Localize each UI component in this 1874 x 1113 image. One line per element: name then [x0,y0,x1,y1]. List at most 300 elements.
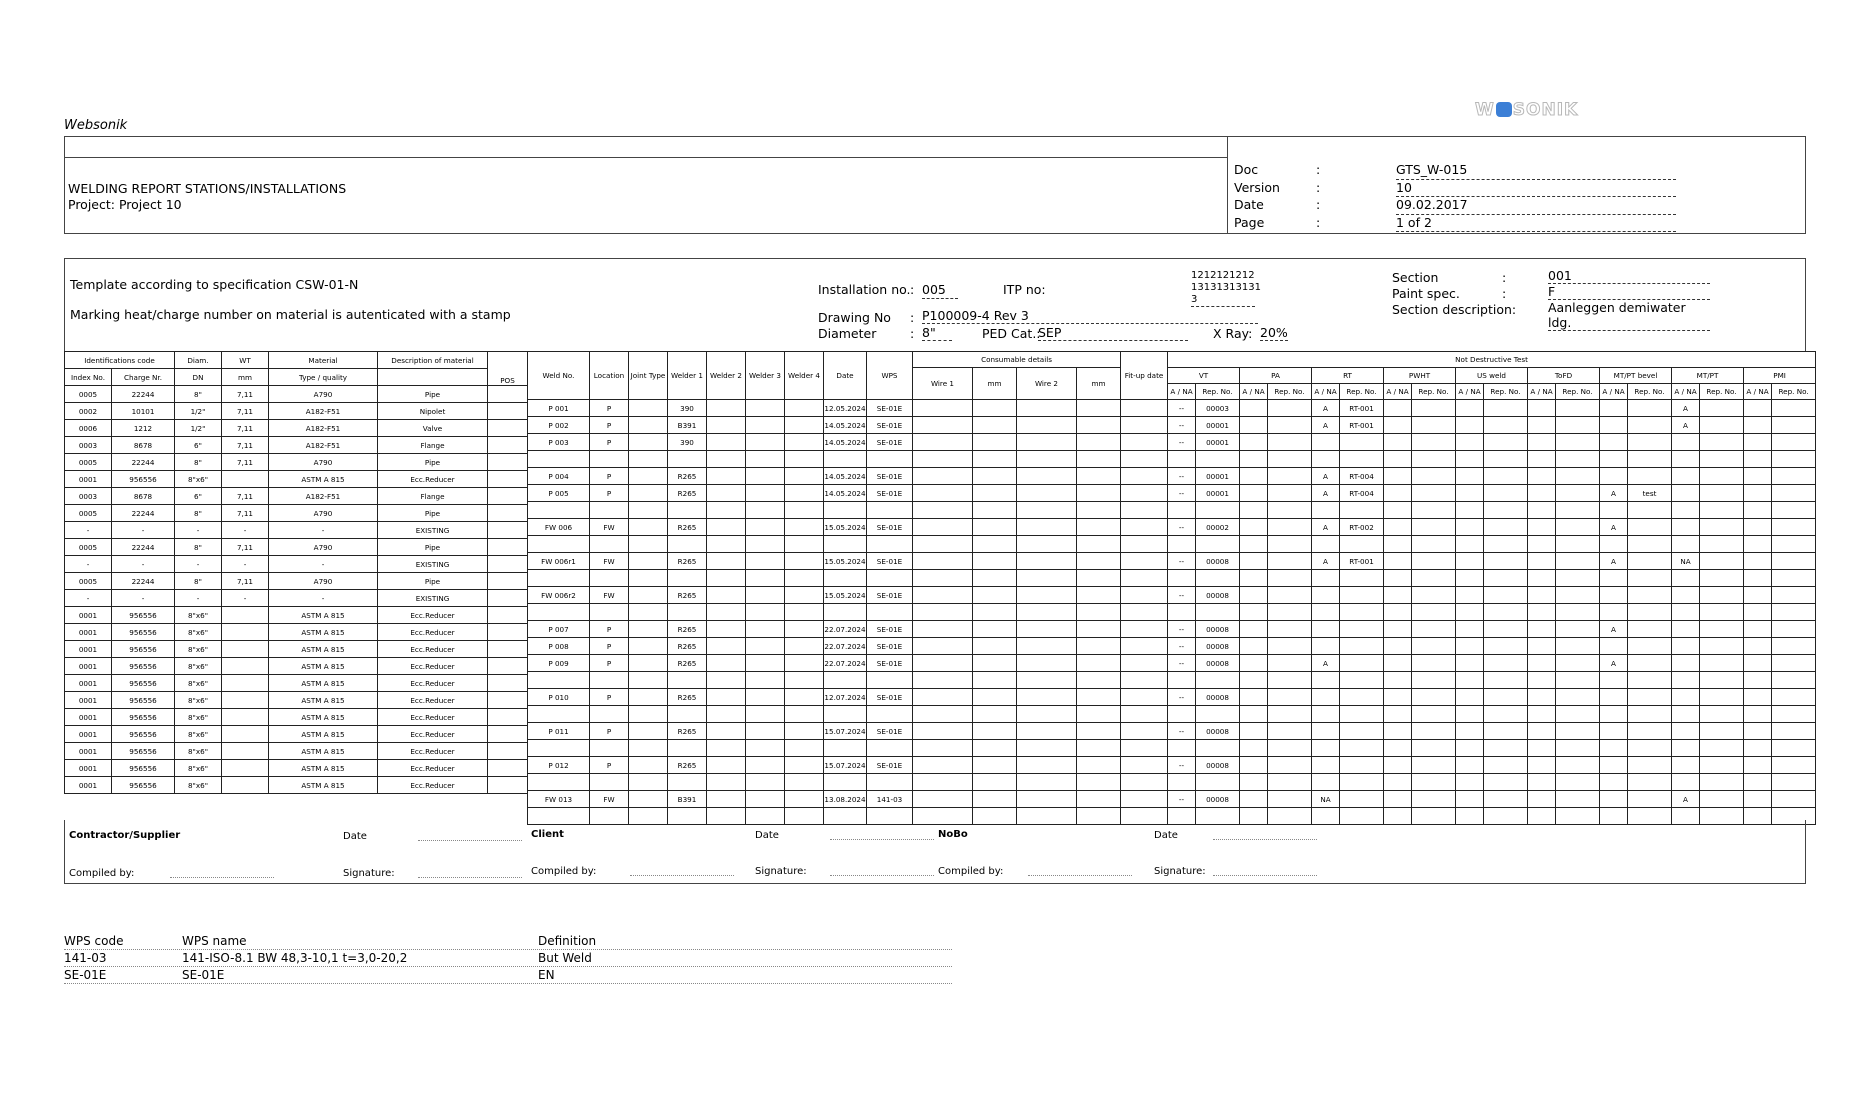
cell-ndt-rep-no [1340,740,1384,757]
cell-ndt-a-na: -- [1168,587,1196,604]
cell-ndt-rep-no [1196,536,1240,553]
cell-welder-2 [707,519,746,536]
cell-ndt-rep-no [1772,587,1816,604]
cell-material-description: Ecc.Reducer [378,692,488,709]
cell-ndt-rep-no [1268,638,1312,655]
cell-welder-4 [785,655,824,672]
header-a-na: A / NA [1528,384,1556,400]
cell-fit-up-date [1121,519,1168,536]
nobo-date-field[interactable] [1213,839,1317,840]
cell-welder-4 [785,519,824,536]
cell-consumable [913,621,973,638]
cell-ndt-rep-no [1772,485,1816,502]
cell-weld-no: P 002 [528,417,590,434]
cell-welder-3 [746,791,785,808]
cell-consumable [1017,638,1077,655]
header-a-na: A / NA [1240,384,1268,400]
cell-ndt-a-na [1456,400,1484,417]
cell-date [824,672,867,689]
itp-line-2: 13131313131 [1191,282,1261,293]
contractor-label: Contractor/Supplier [69,830,181,841]
cell-joint-type [629,638,668,655]
cell-ndt-a-na [1240,434,1268,451]
cell-consumable [913,774,973,791]
material-row [65,743,528,760]
cell-ndt-a-na [1168,604,1196,621]
cell-pos [488,760,528,777]
cell-ndt-a-na [1528,621,1556,638]
cell-location: P [590,434,629,451]
weld-row [528,417,1816,434]
cell-diameter: 8"x6" [175,607,222,624]
cell-ndt-rep-no [1700,638,1744,655]
cell-charge-nr: 956556 [112,641,175,658]
cell-wall-thickness [222,709,269,726]
cell-ndt-a-na [1456,587,1484,604]
cell-welder-3 [746,553,785,570]
cell-fit-up-date [1121,570,1168,587]
cell-welder-4 [785,604,824,621]
cell-ndt-rep-no: 00008 [1196,757,1240,774]
cell-pos [488,692,528,709]
cell-ndt-rep-no [1268,485,1312,502]
cell-welder-1: R265 [668,638,707,655]
cell-welder-2 [707,621,746,638]
cell-joint-type [629,672,668,689]
meta-label: Date [1234,197,1264,212]
cell-consumable [973,451,1017,468]
cell-ndt-a-na [1456,485,1484,502]
cell-ndt-rep-no [1340,536,1384,553]
cell-ndt-a-na [1672,451,1700,468]
header-consumable-0: Wire 1 [913,368,973,400]
contractor-signature-label: Signature: [343,868,395,879]
cell-wps [867,570,913,587]
cell-ndt-rep-no [1484,672,1528,689]
cell-ndt-rep-no [1628,774,1672,791]
cell-material-type: A790 [269,539,378,556]
cell-diameter: 6" [175,488,222,505]
nobo-signature-field[interactable] [1213,875,1317,876]
cell-ndt-rep-no: RT-001 [1340,553,1384,570]
cell-ndt-rep-no [1412,417,1456,434]
cell-date: 12.07.2024 [824,689,867,706]
cell-consumable [1077,655,1121,672]
cell-welder-3 [746,638,785,655]
cell-material-description: Flange [378,437,488,454]
contractor-signature-field[interactable] [418,877,522,878]
weld-row [528,604,1816,621]
cell-consumable [913,604,973,621]
cell-ndt-rep-no [1772,791,1816,808]
cell-index-no: 0001 [65,641,112,658]
cell-welder-1: R265 [668,655,707,672]
cell-ndt-a-na [1528,706,1556,723]
wps-definition: EN [538,968,555,982]
header-joint-type: Joint Type [629,352,668,400]
cell-ndt-a-na [1672,740,1700,757]
weld-row [528,434,1816,451]
cell-date: 15.05.2024 [824,553,867,570]
material-row [65,777,528,794]
cell-material-type: A182-F51 [269,403,378,420]
meta-colon: : [1316,197,1321,212]
cell-ndt-rep-no [1196,706,1240,723]
cell-pos [488,420,528,437]
cell-pos [488,522,528,539]
cell-ndt-rep-no [1628,604,1672,621]
cell-welder-3 [746,417,785,434]
drawing-value: P100009-4 Rev 3 [922,308,1258,324]
cell-ndt-rep-no [1412,502,1456,519]
cell-ndt-a-na [1168,451,1196,468]
cell-wps: SE-01E [867,417,913,434]
cell-ndt-a-na [1312,757,1340,774]
material-row [65,386,528,403]
drawing-label: Drawing No [818,310,891,325]
cell-consumable [973,485,1017,502]
cell-welder-2 [707,791,746,808]
cell-ndt-rep-no [1772,655,1816,672]
cell-ndt-rep-no [1412,400,1456,417]
cell-ndt-rep-no [1484,604,1528,621]
cell-ndt-rep-no [1340,621,1384,638]
header-a-na: A / NA [1600,384,1628,400]
cell-joint-type [629,553,668,570]
cell-consumable [1017,587,1077,604]
cell-weld-no: P 003 [528,434,590,451]
cell-material-description: Ecc.Reducer [378,624,488,641]
cell-wall-thickness [222,743,269,760]
cell-welder-1: R265 [668,519,707,536]
cell-welder-4 [785,740,824,757]
cell-ndt-a-na [1384,604,1412,621]
cell-ndt-rep-no [1700,468,1744,485]
cell-wall-thickness: 7,11 [222,454,269,471]
cell-fit-up-date [1121,723,1168,740]
cell-index-no: 0001 [65,760,112,777]
cell-ndt-a-na [1600,587,1628,604]
cell-ndt-rep-no [1412,791,1456,808]
header-ndt-pa: PA [1240,368,1312,384]
cell-material-description: Pipe [378,539,488,556]
cell-index-no: 0005 [65,386,112,403]
client-date-field[interactable] [830,839,934,840]
cell-wps: SE-01E [867,638,913,655]
cell-welder-3 [746,451,785,468]
material-row [65,556,528,573]
cell-ndt-a-na [1744,774,1772,791]
cell-weld-no: FW 006r2 [528,587,590,604]
cell-welder-1: R265 [668,723,707,740]
header-consumable-2: Wire 2 [1017,368,1077,400]
cell-material-type: ASTM A 815 [269,641,378,658]
cell-ndt-rep-no [1628,570,1672,587]
header-rep-no: Rep. No. [1484,384,1528,400]
cell-ndt-a-na [1744,672,1772,689]
cell-ndt-rep-no [1196,451,1240,468]
contractor-compiled-field[interactable] [170,877,274,878]
cell-ndt-rep-no [1628,638,1672,655]
cell-fit-up-date [1121,536,1168,553]
cell-ndt-a-na [1240,689,1268,706]
cell-wall-thickness [222,624,269,641]
cell-ndt-a-na: A [1600,519,1628,536]
installation-label: Installation no. [818,282,911,297]
spec-notes [70,270,511,330]
cell-welder-3 [746,672,785,689]
cell-ndt-a-na [1456,621,1484,638]
cell-ndt-a-na: -- [1168,655,1196,672]
cell-ndt-a-na [1672,468,1700,485]
cell-date: 15.07.2024 [824,757,867,774]
cell-ndt-rep-no [1484,689,1528,706]
cell-welder-3 [746,468,785,485]
cell-pos [488,454,528,471]
header-not-destructive-test: Not Destructive Test [1168,352,1816,368]
meta-value: 1 of 2 [1396,215,1676,233]
cell-fit-up-date [1121,655,1168,672]
cell-weld-no: P 007 [528,621,590,638]
material-row [65,675,528,692]
cell-location [590,774,629,791]
cell-ndt-a-na: -- [1168,468,1196,485]
installation-underline [922,298,958,299]
weld-row [528,672,1816,689]
cell-location: FW [590,587,629,604]
contractor-date-field[interactable] [418,840,522,841]
cell-index-no: 0001 [65,692,112,709]
cell-ndt-a-na [1600,638,1628,655]
cell-consumable [1077,791,1121,808]
cell-ndt-a-na [1312,706,1340,723]
cell-diameter: 8" [175,454,222,471]
cell-ndt-a-na [1672,621,1700,638]
cell-ndt-a-na [1456,502,1484,519]
cell-ndt-rep-no [1340,587,1384,604]
cell-ndt-a-na [1312,672,1340,689]
cell-ndt-a-na [1672,536,1700,553]
cell-ndt-rep-no [1556,791,1600,808]
cell-ndt-rep-no [1700,434,1744,451]
cell-wall-thickness: - [222,556,269,573]
client-signature-field[interactable] [830,875,934,876]
cell-index-no: 0003 [65,437,112,454]
cell-material-description: Nipolet [378,403,488,420]
cell-welder-1 [668,740,707,757]
cell-wps [867,451,913,468]
cell-ndt-rep-no [1556,519,1600,536]
cell-charge-nr: 956556 [112,709,175,726]
cell-ndt-a-na [1600,400,1628,417]
cell-ndt-a-na: -- [1168,621,1196,638]
cell-wps: SE-01E [867,485,913,502]
cell-fit-up-date [1121,587,1168,604]
cell-date: 13.08.2024 [824,791,867,808]
cell-charge-nr: 22244 [112,505,175,522]
cell-material-description: Ecc.Reducer [378,658,488,675]
header-welder-3: Welder 3 [746,352,785,400]
cell-consumable [1017,757,1077,774]
cell-diameter: - [175,556,222,573]
cell-location: P [590,417,629,434]
weld-row [528,740,1816,757]
header-weld-no-: Weld No. [528,352,590,400]
colon: : [910,310,915,325]
nobo-compiled-field[interactable] [1028,875,1132,876]
cell-ndt-a-na [1600,791,1628,808]
cell-index-no: 0002 [65,403,112,420]
cell-consumable [1077,757,1121,774]
cell-ndt-a-na [1456,723,1484,740]
header-consumable-details: Consumable details [913,352,1121,368]
cell-wps: SE-01E [867,723,913,740]
cell-ndt-a-na: A [1672,400,1700,417]
cell-ndt-rep-no: 00008 [1196,791,1240,808]
cell-wall-thickness: 7,11 [222,539,269,556]
cell-wps: SE-01E [867,587,913,604]
cell-material-description: Ecc.Reducer [378,760,488,777]
cell-ndt-rep-no [1484,791,1528,808]
header-rep-no: Rep. No. [1772,384,1816,400]
cell-consumable [973,536,1017,553]
cell-welder-2 [707,672,746,689]
colon: : [910,282,915,297]
cell-ndt-rep-no [1340,570,1384,587]
cell-ndt-rep-no [1340,604,1384,621]
cell-ndt-rep-no [1700,485,1744,502]
header-ndt-pmi: PMI [1744,368,1816,384]
cell-index-no: - [65,522,112,539]
cell-material-description: EXISTING [378,522,488,539]
cell-pos [488,539,528,556]
cell-ndt-a-na [1528,468,1556,485]
cell-ndt-a-na: -- [1168,723,1196,740]
weld-row [528,621,1816,638]
cell-ndt-a-na [1240,536,1268,553]
section-description-value: Aanleggen demiwater ldg. [1548,300,1710,331]
cell-ndt-a-na [1672,757,1700,774]
header-consumable-3: mm [1077,368,1121,400]
cell-consumable [1077,434,1121,451]
nobo-label: NoBo [938,829,968,840]
client-compiled-field[interactable] [630,875,734,876]
meta-label: Version [1234,179,1280,195]
cell-ndt-rep-no [1484,706,1528,723]
cell-ndt-rep-no [1268,536,1312,553]
cell-fit-up-date [1121,621,1168,638]
cell-fit-up-date [1121,553,1168,570]
cell-ndt-a-na: -- [1168,638,1196,655]
cell-ndt-rep-no [1556,621,1600,638]
cell-date [824,502,867,519]
cell-ndt-a-na [1528,689,1556,706]
cell-ndt-rep-no [1412,468,1456,485]
cell-ndt-rep-no [1628,502,1672,519]
cell-welder-4 [785,417,824,434]
cell-ndt-a-na [1672,672,1700,689]
cell-ndt-a-na [1528,417,1556,434]
cell-wall-thickness [222,777,269,794]
cell-weld-no [528,706,590,723]
cell-ndt-a-na [1384,417,1412,434]
cell-date: 15.05.2024 [824,587,867,604]
cell-consumable [1077,485,1121,502]
project-name: Project: Project 10 [68,197,182,212]
cell-joint-type [629,417,668,434]
cell-ndt-a-na [1672,485,1700,502]
cell-ndt-a-na [1384,587,1412,604]
cell-fit-up-date [1121,434,1168,451]
cell-welder-2 [707,400,746,417]
cell-welder-4 [785,774,824,791]
cell-ndt-rep-no [1700,655,1744,672]
cell-consumable [913,791,973,808]
cell-ndt-a-na: -- [1168,791,1196,808]
cell-welder-3 [746,485,785,502]
cell-fit-up-date [1121,485,1168,502]
cell-ndt-a-na [1528,740,1556,757]
cell-weld-no [528,604,590,621]
cell-pos [488,641,528,658]
cell-ndt-a-na [1312,723,1340,740]
weld-row [528,536,1816,553]
cell-ndt-rep-no [1628,621,1672,638]
cell-ndt-a-na: A [1312,485,1340,502]
cell-welder-4 [785,434,824,451]
cell-joint-type [629,400,668,417]
cell-wps [867,672,913,689]
weld-table [527,351,1816,825]
cell-ndt-a-na [1672,706,1700,723]
cell-ndt-a-na: A [1600,655,1628,672]
cell-ndt-rep-no [1628,519,1672,536]
cell-consumable [973,689,1017,706]
cell-weld-no: FW 013 [528,791,590,808]
cell-date: 14.05.2024 [824,485,867,502]
cell-consumable [913,706,973,723]
cell-consumable [1017,570,1077,587]
cell-wall-thickness [222,692,269,709]
cell-consumable [1077,553,1121,570]
cell-material-description: Pipe [378,505,488,522]
material-row [65,420,528,437]
cell-welder-2 [707,757,746,774]
header-ndt-pwht: PWHT [1384,368,1456,384]
cell-material-type: A790 [269,386,378,403]
cell-ndt-a-na: A [1600,553,1628,570]
cell-ndt-a-na [1672,638,1700,655]
cell-ndt-rep-no: RT-001 [1340,400,1384,417]
weld-row [528,553,1816,570]
cell-ndt-rep-no [1700,400,1744,417]
cell-ndt-a-na [1384,757,1412,774]
cell-ndt-rep-no [1772,519,1816,536]
cell-ndt-a-na [1240,757,1268,774]
cell-diameter: 8"x6" [175,743,222,760]
cell-ndt-rep-no [1556,587,1600,604]
header-description: Description of material [378,352,488,369]
cell-ndt-rep-no [1412,485,1456,502]
cell-ndt-rep-no [1484,723,1528,740]
cell-ndt-a-na [1240,485,1268,502]
material-row [65,437,528,454]
cell-charge-nr: 1212 [112,420,175,437]
cell-ndt-a-na [1384,672,1412,689]
cell-location [590,706,629,723]
wps-name: 141-ISO-8.1 BW 48,3-10,1 t=3,0-20,2 [182,951,408,965]
report-title: WELDING REPORT STATIONS/INSTALLATIONS [68,181,347,196]
